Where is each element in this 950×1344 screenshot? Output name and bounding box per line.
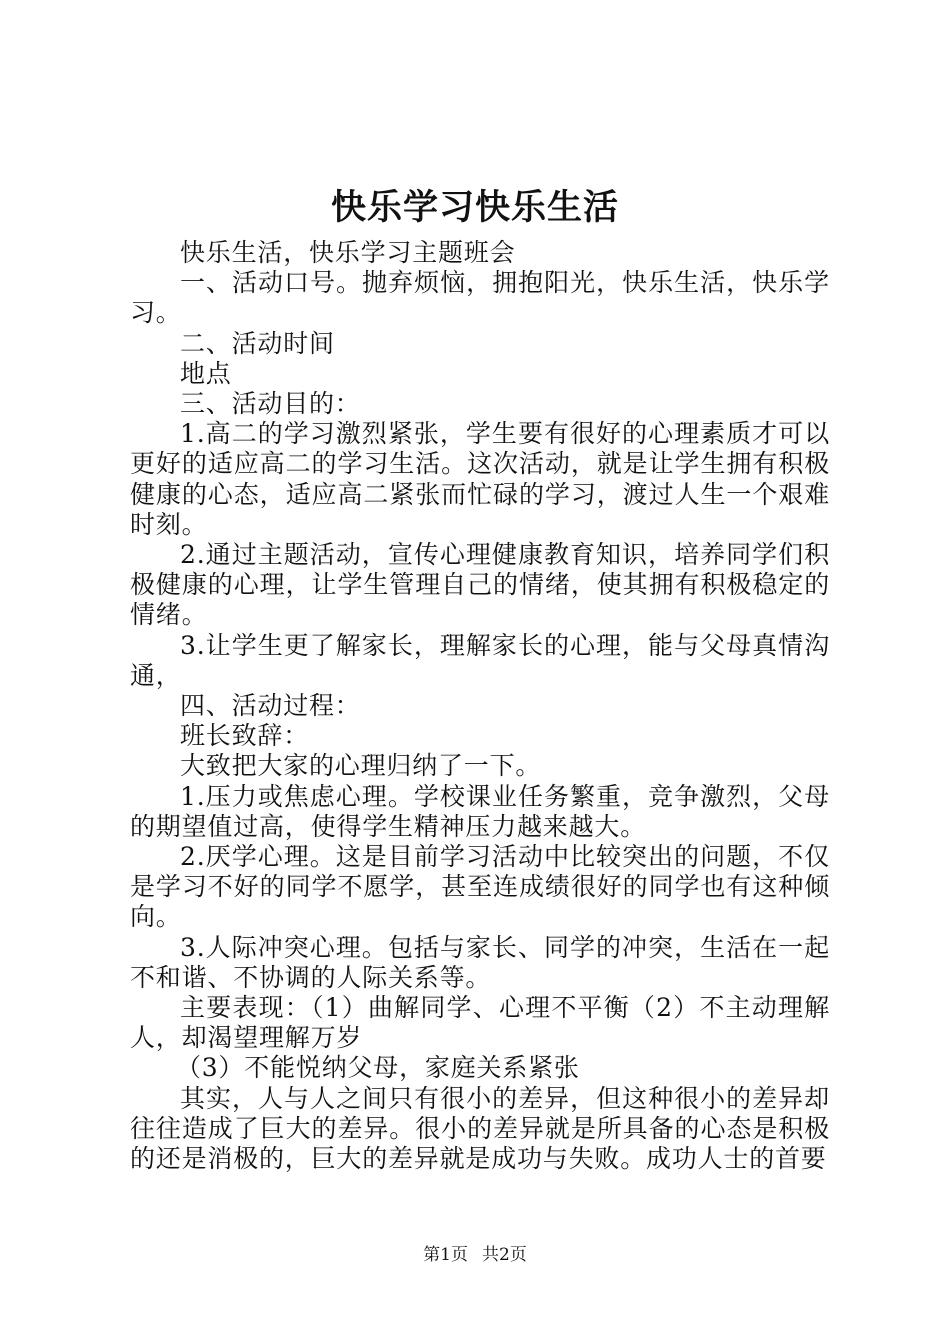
paragraph: 主要表现：（1）曲解同学、心理不平衡（2）不主动理解人，却渴望理解万岁 xyxy=(130,993,830,1053)
paragraph: 3.让学生更了解家长，理解家长的心理，能与父母真情沟通， xyxy=(130,630,830,690)
page-footer xyxy=(0,1243,950,1267)
paragraph: 1.高二的学习激烈紧张，学生要有很好的心理素质才可以更好的适应高二的学习生活。这次活动，就是让学生拥有积极健康的心态，适应高二紧张而忙碌的学习，渡过人生一个艰难时刻。 xyxy=(130,419,830,539)
paragraph: 班长致辞： xyxy=(180,721,310,751)
paragraph: 地点 xyxy=(180,358,232,388)
paragraph: 2.通过主题活动，宣传心理健康教育知识，培养同学们积极健康的心理，让学生管理自己的情绪，使其拥有积极稳定的情绪。 xyxy=(130,540,830,630)
paragraph: 一、活动口号。抛弃烦恼，拥抱阳光，快乐生活，快乐学习。 xyxy=(130,268,830,328)
paragraph: 四、活动过程： xyxy=(180,691,361,721)
paragraph: （3）不能悦纳父母，家庭关系紧张 xyxy=(176,1053,580,1083)
paragraph: 快乐生活，快乐学习主题班会 xyxy=(180,238,516,267)
paragraph: 三、活动目的： xyxy=(180,389,361,419)
document-body xyxy=(130,238,830,1174)
paragraph: 二、活动时间 xyxy=(180,328,335,358)
paragraph: 3.人际冲突心理。包括与家长、同学的冲突，生活在一起不和谐、不协调的人际关系等。 xyxy=(130,932,830,992)
page-number: 第1页 xyxy=(423,1245,468,1265)
page-total: 共2页 xyxy=(482,1245,527,1265)
paragraph: 2.厌学心理。这是目前学习活动中比较突出的问题，不仅是学习不好的同学不愿学，甚至连成绩很好的同学也有这种倾向。 xyxy=(130,842,830,932)
paragraph: 其实，人与人之间只有很小的差异，但这种很小的差异却往往造成了巨大的差异。很小的差异就是所具备的心态是积极的还是消极的，巨大的差异就是成功与失败。成功人士的首要 xyxy=(130,1083,830,1174)
paragraph: 大致把大家的心理归纳了一下。 xyxy=(180,751,542,781)
document-title: 快乐学习快乐生活 xyxy=(330,187,619,228)
paragraph: 1.压力或焦虑心理。学校课业任务繁重，竞争激烈，父母的期望值过高，使得学生精神压力越来越大。 xyxy=(130,781,830,841)
